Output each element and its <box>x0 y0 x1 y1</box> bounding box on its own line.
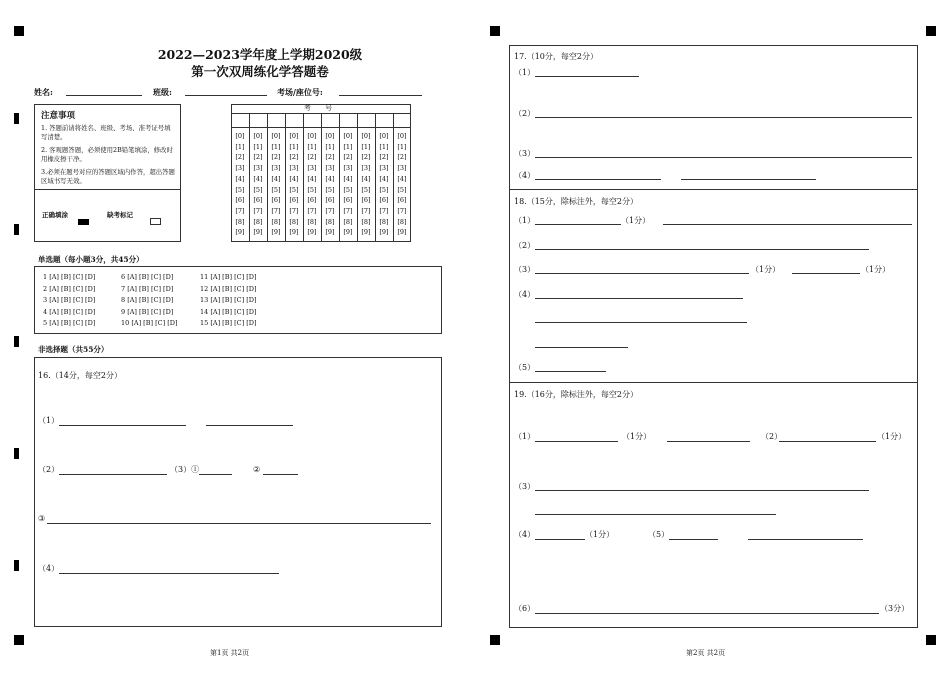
mc-question-row[interactable]: 10 [A] [B] [C] [D] <box>121 319 178 327</box>
mc-question-row[interactable]: 4 [A] [B] [C] [D] <box>43 307 96 316</box>
exam-digit-bubble[interactable]: [2] <box>397 153 407 162</box>
absent-mark-box[interactable] <box>150 211 161 230</box>
exam-digit-bubble[interactable]: [0] <box>397 132 407 140</box>
exam-digit-bubble[interactable]: [4] <box>253 174 263 183</box>
exam-digit-bubble[interactable]: [2] <box>235 153 245 162</box>
exam-digit-bubble[interactable]: [9] <box>253 228 263 237</box>
exam-digit-bubble[interactable]: [5] <box>307 185 317 194</box>
exam-digit-bubble[interactable]: [4] <box>343 174 353 183</box>
exam-digit-bubble[interactable]: [2] <box>343 153 353 162</box>
exam-digit-bubble[interactable]: [8] <box>307 217 317 226</box>
exam-digit-bubble[interactable]: [1] <box>397 142 407 151</box>
exam-digit-bubble[interactable]: [1] <box>325 142 335 151</box>
exam-digit-bubble[interactable]: [6] <box>253 196 263 205</box>
q19-part2-score: （1分） <box>877 432 907 441</box>
q19-part4-label: （4） <box>514 530 536 539</box>
exam-digit-bubble[interactable]: [0] <box>361 132 371 140</box>
q16-part2-blank[interactable] <box>59 474 167 475</box>
mc-question-row[interactable]: 13 [A] [B] [C] [D] <box>200 296 257 304</box>
exam-digit-bubble[interactable]: [6] <box>271 196 281 205</box>
q16-part4-label: （4） <box>38 564 60 573</box>
q18-part3-score-2: （1分） <box>861 265 891 274</box>
corner-mark <box>14 635 24 645</box>
q19-part3-blank-1[interactable] <box>535 490 869 491</box>
exam-digit-bubble[interactable]: [4] <box>271 174 281 183</box>
q17-part3-blank[interactable] <box>535 157 912 158</box>
timing-mark <box>14 224 19 235</box>
mc-question-row[interactable]: 7 [A] [B] [C] [D] <box>121 284 174 293</box>
q19-part3-label: （3） <box>514 482 536 491</box>
exam-digit-bubble[interactable]: [8] <box>271 217 281 226</box>
exam-digit-bubble[interactable]: [8] <box>397 217 407 226</box>
notes-divider <box>34 189 181 190</box>
exam-digit-bubble[interactable]: [0] <box>271 132 281 140</box>
q16-part1-blank-b[interactable] <box>206 425 293 426</box>
mc-question-row[interactable]: 3 [A] [B] [C] [D] <box>43 296 96 304</box>
note-2: 2. 客观题答题，必须使用2B铅笔填涂，修改时用橡皮擦干净。 <box>41 146 173 163</box>
exam-digit-bubble[interactable]: [9] <box>379 228 389 237</box>
q17-part4-blank-b[interactable] <box>681 179 816 180</box>
q18-part4-label: （4） <box>514 290 536 299</box>
exam-digit-bubble[interactable]: [3] <box>307 164 317 173</box>
q19-part2-label: （2） <box>761 432 783 441</box>
q17-part4-label: （4） <box>514 171 536 180</box>
mc-question-row[interactable]: 8 [A] [B] [C] [D] <box>121 296 174 304</box>
q19-part1-blank-a[interactable] <box>535 441 618 442</box>
name-label: 姓名: <box>34 87 53 97</box>
mc-question-row[interactable]: 5 [A] [B] [C] [D] <box>43 319 96 327</box>
class-field[interactable] <box>185 95 267 96</box>
q19-part1-blank-b[interactable] <box>667 441 750 442</box>
exam-digit-bubble[interactable]: [0] <box>253 132 263 140</box>
exam-digit-bubble[interactable]: [9] <box>361 228 371 237</box>
page1-footer: 第1页 共2页 <box>210 649 250 657</box>
q18-part1-label: （1） <box>514 216 536 225</box>
q18-q19-divider <box>509 382 918 383</box>
q16-part3-blank-2[interactable] <box>263 474 298 475</box>
exam-digit-bubble[interactable]: [1] <box>235 142 245 151</box>
page-title-line1: 2022—2023学年度上学期2020级 <box>157 47 363 62</box>
exam-digit-bubble[interactable]: [0] <box>379 132 389 140</box>
exam-digit-bubble[interactable]: [3] <box>343 164 353 173</box>
mc-question-row[interactable]: 1 [A] [B] [C] [D] <box>43 273 96 281</box>
q19-part1-score: （1分） <box>622 432 652 441</box>
exam-digit-bubble[interactable]: [7] <box>289 206 299 215</box>
corner-mark <box>490 26 500 36</box>
exam-number-header: 考 号 <box>303 104 339 112</box>
exam-digit-bubble[interactable]: [3] <box>379 164 389 173</box>
corner-mark <box>926 26 936 36</box>
q16-part3-label-3: ③ <box>38 514 46 523</box>
timing-mark <box>14 448 19 459</box>
timing-mark <box>14 560 19 571</box>
exam-digit-bubble[interactable]: [2] <box>289 153 299 162</box>
exam-digit-bubble[interactable]: [8] <box>253 217 263 226</box>
exam-digit-bubble[interactable]: [5] <box>271 185 281 194</box>
exam-digit-bubble[interactable]: [8] <box>235 217 245 226</box>
timing-mark <box>14 113 19 124</box>
exam-digit-bubble[interactable]: [7] <box>271 206 281 215</box>
exam-digit-bubble[interactable]: [7] <box>397 206 407 215</box>
mc-heading: 单选题（每小题3分，共45分） <box>38 255 144 264</box>
mc-question-row[interactable]: 12 [A] [B] [C] [D] <box>200 284 257 293</box>
q18-part4-blank-3[interactable] <box>535 347 628 348</box>
exam-digit-bubble[interactable]: [9] <box>307 228 317 237</box>
exam-digit-bubble[interactable]: [0] <box>289 132 299 140</box>
q19-part2-blank[interactable] <box>779 441 876 442</box>
q18-part2-blank[interactable] <box>535 249 869 250</box>
q17-part2-blank[interactable] <box>535 117 912 118</box>
page2-box <box>509 45 918 628</box>
q18-part5-blank[interactable] <box>535 371 606 372</box>
corner-mark <box>14 26 24 36</box>
exam-digit-bubble[interactable]: [6] <box>307 196 317 205</box>
exam-digit-bubble[interactable]: [6] <box>289 196 299 205</box>
corner-mark <box>926 635 936 645</box>
exam-digit-bubble[interactable]: [0] <box>235 132 245 140</box>
exam-digit-bubble[interactable]: [1] <box>289 142 299 151</box>
exam-digit-bubble[interactable]: [4] <box>289 174 299 183</box>
mc-question-row[interactable]: 9 [A] [B] [C] [D] <box>121 307 174 316</box>
exam-digit-bubble[interactable]: [7] <box>343 206 353 215</box>
mc-question-row[interactable]: 11 [A] [B] [C] [D] <box>200 273 257 281</box>
q18-header: 18.（15分，除标注外，每空2分） <box>514 197 638 206</box>
exam-digit-bubble[interactable]: [6] <box>379 196 389 205</box>
q19-part6-score: （3分） <box>880 604 910 613</box>
exam-digit-bubble[interactable]: [3] <box>289 164 299 173</box>
exam-digit-bubble[interactable]: [5] <box>361 185 371 194</box>
exam-digit-bubble[interactable]: [4] <box>307 174 317 183</box>
absent-mark-label: 缺考标记 <box>107 211 133 219</box>
q18-part2-label: （2） <box>514 241 536 250</box>
mc-question-row[interactable]: 15 [A] [B] [C] [D] <box>200 319 257 327</box>
q18-part1-score: （1分） <box>621 216 651 225</box>
exam-digit-bubble[interactable]: [5] <box>235 185 245 194</box>
q18-part4-blank-1[interactable] <box>535 298 743 299</box>
mc-question-row[interactable]: 2 [A] [B] [C] [D] <box>43 284 96 293</box>
exam-digit-bubble[interactable]: [4] <box>379 174 389 183</box>
exam-digit-bubble[interactable]: [1] <box>307 142 317 151</box>
exam-digit-bubble[interactable]: [5] <box>397 185 407 194</box>
exam-digit-bubble[interactable]: [2] <box>271 153 281 162</box>
exam-digit-bubble[interactable]: [3] <box>235 164 245 173</box>
nonmc-heading: 非选择题（共55分） <box>38 345 109 354</box>
q17-part1-blank[interactable] <box>535 76 639 77</box>
q16-part3-label-2: ② <box>253 465 261 474</box>
notes-heading: 注意事项 <box>41 111 76 121</box>
exam-digit-bubble[interactable]: [5] <box>325 185 335 194</box>
note-1: 1. 答题前请将姓名、班级、考场、准考证号填写清楚。 <box>41 124 171 141</box>
exam-digit-bubble[interactable]: [7] <box>379 206 389 215</box>
exam-digit-bubble[interactable]: [9] <box>235 228 245 237</box>
exam-digit-bubble[interactable]: [8] <box>379 217 389 226</box>
exam-digit-bubble[interactable]: [9] <box>289 228 299 237</box>
exam-digit-bubble[interactable]: [5] <box>289 185 299 194</box>
exam-digit-bubble[interactable]: [8] <box>343 217 353 226</box>
q18-part3-score-1: （1分） <box>751 265 781 274</box>
mc-question-row[interactable]: 6 [A] [B] [C] [D] <box>121 273 174 281</box>
exam-digit-bubble[interactable]: [1] <box>379 142 389 151</box>
exam-digit-bubble[interactable]: [0] <box>325 132 335 140</box>
exam-digit-bubble[interactable]: [1] <box>343 142 353 151</box>
exam-digit-bubble[interactable]: [4] <box>325 174 335 183</box>
exam-digit-bubble[interactable]: [1] <box>253 142 263 151</box>
exam-digit-bubble[interactable]: [1] <box>361 142 371 151</box>
corner-mark <box>490 635 500 645</box>
q16-part3-label: （3）① <box>170 465 200 474</box>
q17-q18-divider <box>509 189 918 190</box>
exam-digit-bubble[interactable]: [0] <box>343 132 353 140</box>
exam-digit-bubble[interactable]: [3] <box>325 164 335 173</box>
exam-digit-bubble[interactable]: [6] <box>343 196 353 205</box>
exam-digit-bubble[interactable]: [7] <box>235 206 245 215</box>
exam-digit-bubble[interactable]: [2] <box>325 153 335 162</box>
correct-fill-sample <box>78 211 89 230</box>
exam-digit-bubble[interactable]: [4] <box>235 174 245 183</box>
exam-digit-bubble[interactable]: [3] <box>397 164 407 173</box>
exam-digit-bubble[interactable]: [2] <box>361 153 371 162</box>
class-label: 班级: <box>153 87 172 97</box>
q19-part5-blank-a[interactable] <box>669 539 718 540</box>
exam-digit-bubble[interactable]: [0] <box>307 132 317 140</box>
q19-part5-label: （5） <box>648 530 670 539</box>
exam-digit-bubble[interactable]: [1] <box>271 142 281 151</box>
exam-digit-bubble[interactable]: [8] <box>325 217 335 226</box>
q17-header: 17.（10分，每空2分） <box>514 52 598 61</box>
exam-digit-bubble[interactable]: [9] <box>343 228 353 237</box>
q19-part4-blank[interactable] <box>535 539 585 540</box>
q17-part4-blank-a[interactable] <box>535 179 661 180</box>
exam-digit-bubble[interactable]: [7] <box>361 206 371 215</box>
q19-part6-blank[interactable] <box>535 613 879 614</box>
page2-footer: 第2页 共2页 <box>686 649 726 657</box>
timing-mark <box>14 336 19 347</box>
q19-part4-score: （1分） <box>585 530 615 539</box>
exam-digit-bubble[interactable]: [5] <box>343 185 353 194</box>
note-3: 3.必须在题号对应的答题区域内作答，超出答题区域书写无效。 <box>41 168 175 185</box>
q17-part2-label: （2） <box>514 109 536 118</box>
q16-part2-label: （2） <box>38 465 60 474</box>
exam-digit-bubble[interactable]: [7] <box>325 206 335 215</box>
exam-digit-bubble[interactable]: [6] <box>325 196 335 205</box>
q16-part4-blank[interactable] <box>59 573 279 574</box>
q17-part3-label: （3） <box>514 149 536 158</box>
seat-field[interactable] <box>339 95 422 96</box>
exam-digit-bubble[interactable]: [5] <box>379 185 389 194</box>
exam-digit-bubble[interactable]: [9] <box>397 228 407 237</box>
exam-digit-bubble[interactable]: [6] <box>397 196 407 205</box>
q18-part5-label: （5） <box>514 363 536 372</box>
exam-digit-bubble[interactable]: [8] <box>361 217 371 226</box>
exam-digit-bubble[interactable]: [6] <box>361 196 371 205</box>
name-field[interactable] <box>66 95 142 96</box>
q16-part1-blank-a[interactable] <box>59 425 186 426</box>
q16-part3-blank-3[interactable] <box>47 523 431 524</box>
seat-label: 考场/座位号: <box>277 87 323 97</box>
q16-box <box>34 357 442 627</box>
q19-part3-blank-2[interactable] <box>535 514 776 515</box>
q18-part1-blank-a[interactable] <box>535 224 621 225</box>
q19-header: 19.（16分，除标注外，每空2分） <box>514 390 638 399</box>
exam-digit-bubble[interactable]: [6] <box>235 196 245 205</box>
exam-digit-bubble[interactable]: [7] <box>253 206 263 215</box>
exam-digit-bubble[interactable]: [4] <box>397 174 407 183</box>
exam-digit-bubble[interactable]: [2] <box>379 153 389 162</box>
exam-digit-bubble[interactable]: [4] <box>361 174 371 183</box>
exam-digit-bubble[interactable]: [9] <box>325 228 335 237</box>
exam-digit-bubble[interactable]: [3] <box>271 164 281 173</box>
exam-digit-bubble[interactable]: [3] <box>253 164 263 173</box>
q18-part3-label: （3） <box>514 265 536 274</box>
q16-part3-blank-1[interactable] <box>199 474 232 475</box>
exam-digit-bubble[interactable]: [2] <box>253 153 263 162</box>
exam-digit-bubble[interactable]: [3] <box>361 164 371 173</box>
correct-fill-label: 正确填涂 <box>42 211 68 219</box>
exam-digit-bubble[interactable]: [2] <box>307 153 317 162</box>
q18-part1-blank-b[interactable] <box>663 224 912 225</box>
q18-part3-blank-b[interactable] <box>792 273 860 274</box>
q19-part6-label: （6） <box>514 604 536 613</box>
exam-digit-bubble[interactable]: [8] <box>289 217 299 226</box>
q18-part4-blank-2[interactable] <box>535 322 747 323</box>
exam-digit-bubble[interactable]: [7] <box>307 206 317 215</box>
q17-part1-label: （1） <box>514 68 536 77</box>
q18-part3-blank-a[interactable] <box>535 273 749 274</box>
mc-question-row[interactable]: 14 [A] [B] [C] [D] <box>200 307 257 316</box>
q16-part1-label: （1） <box>38 416 60 425</box>
q19-part5-blank-b[interactable] <box>748 539 863 540</box>
page-title-line2: 第一次双周练化学答题卷 <box>191 64 329 79</box>
exam-digit-bubble[interactable]: [5] <box>253 185 263 194</box>
q16-header: 16.（14分，每空2分） <box>38 371 122 380</box>
q19-part1-label: （1） <box>514 432 536 441</box>
exam-digit-bubble[interactable]: [9] <box>271 228 281 237</box>
